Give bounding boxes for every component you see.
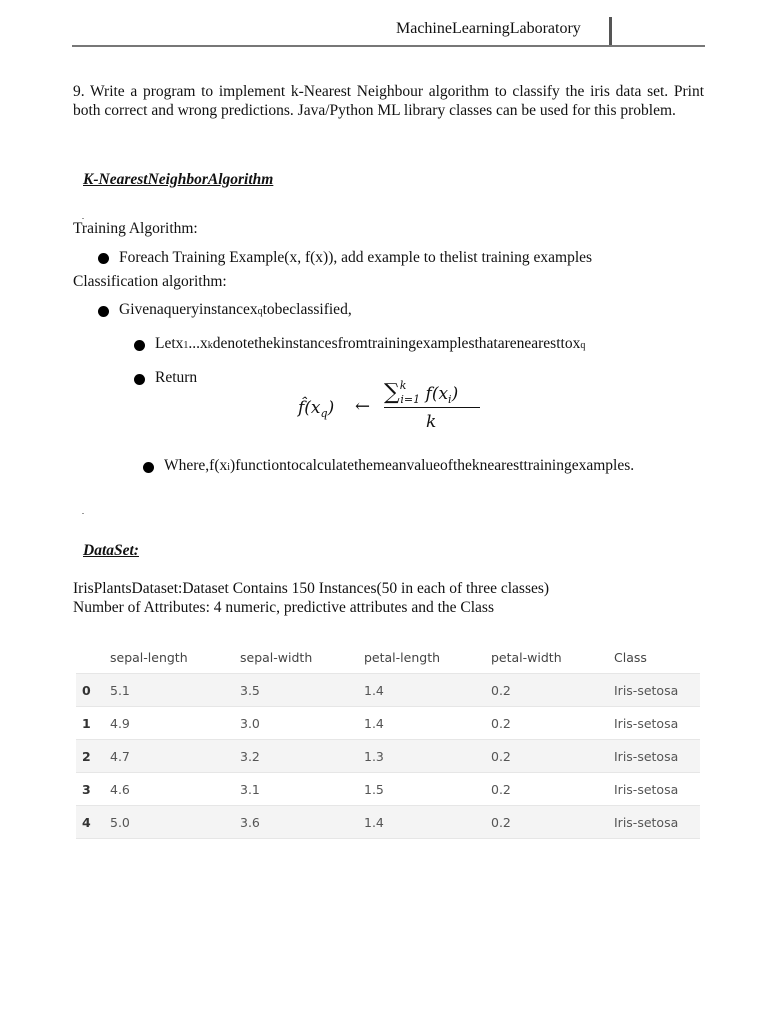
- bullet-icon: [98, 306, 109, 317]
- training-label: Training Algorithm:: [73, 220, 198, 237]
- header-title: MachineLearningLaboratory: [396, 20, 581, 37]
- classification-label: Classification algorithm:: [73, 273, 227, 290]
- table-cell: Iris-setosa: [614, 815, 679, 830]
- table-cell: 5.1: [110, 683, 130, 698]
- table-cell: 4.7: [110, 749, 130, 764]
- table-cell: 0.2: [491, 683, 511, 698]
- table-cell: 3.1: [240, 782, 260, 797]
- column-header: sepal-width: [240, 650, 313, 665]
- dataset-line-1: IrisPlantsDataset:Dataset Contains 150 Instances(50 in each of three classes): [73, 580, 550, 597]
- table-cell: Iris-setosa: [614, 716, 679, 731]
- table-cell: 1.4: [364, 716, 384, 731]
- table-cell: 5.0: [110, 815, 130, 830]
- table-cell: 1.5: [364, 782, 384, 797]
- table-row: [76, 707, 700, 740]
- training-bullet: Foreach Training Example(x, f(x)), add example to thelist training examples: [119, 249, 593, 266]
- row-index: 2: [82, 749, 91, 764]
- table-row: [76, 773, 700, 806]
- stray-mark: [82, 218, 84, 219]
- bullet-icon: [143, 462, 154, 473]
- fraction-bar: [384, 407, 480, 408]
- iris-table: [76, 641, 700, 839]
- formula-denominator: k: [426, 412, 437, 432]
- table-row: [76, 806, 700, 839]
- table-cell: 4.6: [110, 782, 130, 797]
- table-cell: 1.4: [364, 815, 384, 830]
- table-cell: 0.2: [491, 749, 511, 764]
- column-header: petal-width: [491, 650, 562, 665]
- table-cell: Iris-setosa: [614, 749, 679, 764]
- table-cell: Iris-setosa: [614, 683, 679, 698]
- column-header: sepal-length: [110, 650, 188, 665]
- where-bullet: Where,f(xi)functiontocalculatethemeanvalueoftheknearesttrainingexamples.: [164, 457, 635, 474]
- dataset-line-2: Number of Attributes: 4 numeric, predictive attributes and the Class: [73, 599, 494, 616]
- table-cell: 0.2: [491, 716, 511, 731]
- header-vertical-bar: [609, 17, 612, 46]
- table-cell: 3.6: [240, 815, 260, 830]
- let-bullet: Letx1...xkdenotethekinstancesfromtrainingexamplesthatarenearesttoxq: [155, 335, 586, 352]
- table-cell: 1.3: [364, 749, 384, 764]
- table-cell: Iris-setosa: [614, 782, 679, 797]
- column-header: petal-length: [364, 650, 441, 665]
- table-cell: 3.5: [240, 683, 260, 698]
- table-header-row: [76, 641, 700, 674]
- assign-arrow-icon: ←: [355, 396, 371, 417]
- table-cell: 3.2: [240, 749, 260, 764]
- dataset-heading: DataSet:: [83, 542, 139, 559]
- column-header: Class: [614, 650, 647, 665]
- problem-statement: 9. Write a program to implement k-Nearest Neighbour algorithm to classify the iris data set. Print both correct and wrong predictions. Java/Python ML library classes can be used for this problem.: [73, 83, 704, 119]
- formula-numerator: ∑$^k_{i=1}$ $f(x_i)$: [384, 379, 459, 406]
- classification-bullet: Givenaqueryinstancexqtobeclassified,: [119, 301, 352, 318]
- table-cell: 4.9: [110, 716, 130, 731]
- stray-mark: [82, 513, 84, 514]
- return-bullet: Return: [155, 369, 198, 386]
- bullet-icon: [134, 340, 145, 351]
- row-index: 4: [82, 815, 91, 830]
- table-cell: 3.0: [240, 716, 260, 731]
- knn-formula: [298, 380, 488, 436]
- knn-heading: K-NearestNeighborAlgorithm: [83, 171, 274, 188]
- row-index: 1: [82, 716, 91, 731]
- table-row: [76, 674, 700, 707]
- table-cell: 0.2: [491, 782, 511, 797]
- table-row: [76, 740, 700, 773]
- table-cell: 0.2: [491, 815, 511, 830]
- row-index: 3: [82, 782, 91, 797]
- header-rule: [72, 45, 705, 47]
- formula-lhs: $f̂(x_q)$: [298, 398, 335, 420]
- bullet-icon: [98, 253, 109, 264]
- row-index: 0: [82, 683, 91, 698]
- table-cell: 1.4: [364, 683, 384, 698]
- bullet-icon: [134, 374, 145, 385]
